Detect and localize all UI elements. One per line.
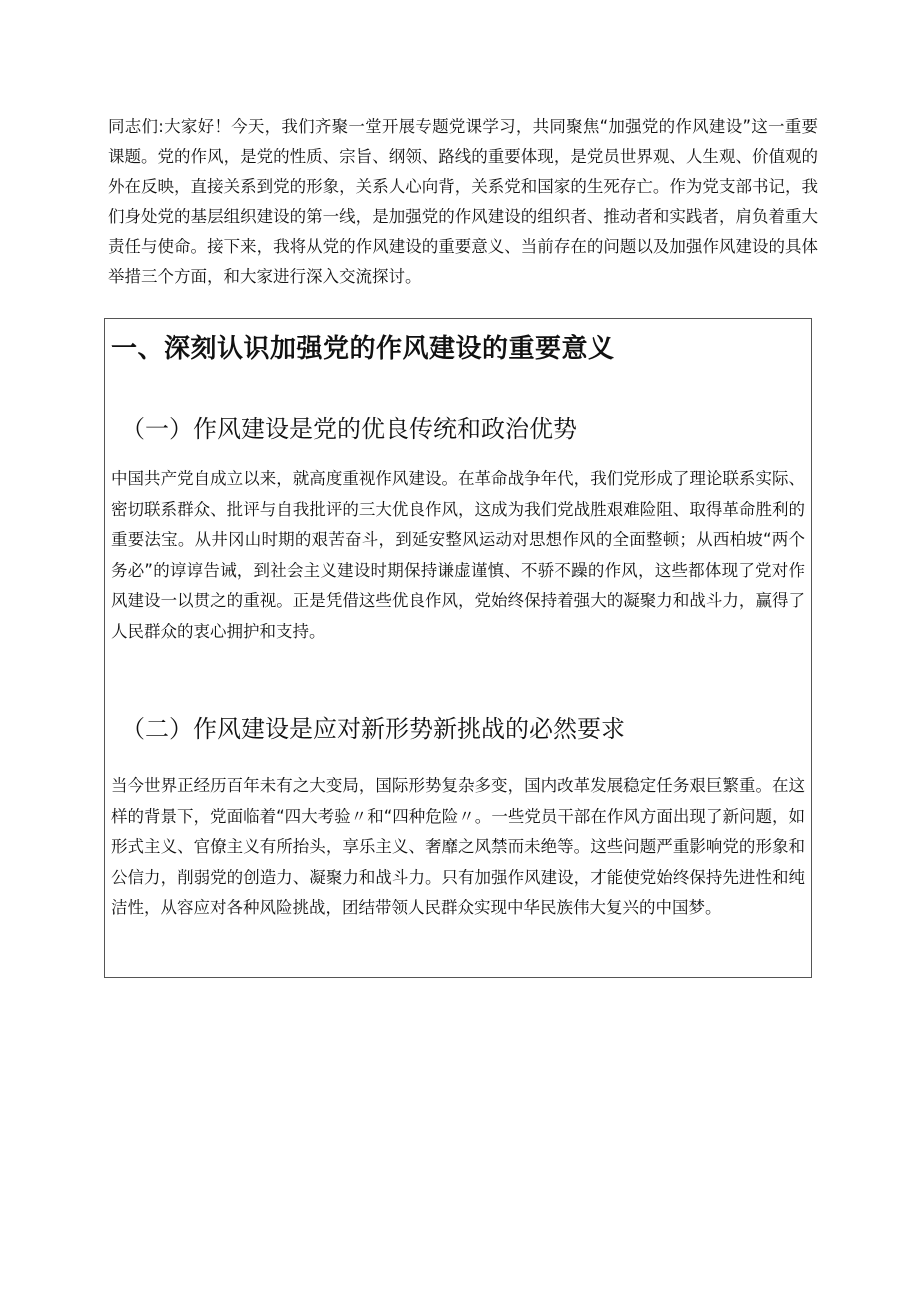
section-box	[104, 318, 812, 978]
subsection-heading-1: （一）作风建设是党的优良传统和政治优势	[121, 415, 577, 443]
subsection-paragraph-1: 中国共产党自成立以来，就高度重视作风建设。在革命战争年代，我们党形成了理论联系实际、密切联系群众、批评与自我批评的三大优良作风，这成为我们党战胜艰难险阻、取得革命胜利的重要法宝。从井冈山时期的艰苦奋斗，到延安整风运动对思想作风的全面整顿；从西柏坡“两个务必”的谆谆告诫，到社会主义建设时期保持谦虚谨慎、不骄不躁的作风，这些都体现了党对作风建设一以贯之的重视。正是凭借这些优良作风，党始终保持着强大的凝聚力和战斗力，赢得了人民群众的衷心拥护和支持。	[111, 469, 805, 641]
subsection-paragraph-2: 当今世界正经历百年未有之大变局，国际形势复杂多变，国内改革发展稳定任务艰巨繁重。在这样的背景下，党面临着“四大考验〃和“四种危险〃。一些党员干部在作风方面出现了新问题，如形式主义、官僚主义有所抬头，享乐主义、奢靡之风禁而未绝等。这些问题严重影响党的形象和公信力，削弱党的创造力、凝聚力和战斗力。只有加强作风建设，才能使党始终保持先进性和纯洁性，从容应对各种风险挑战，团结带领人民群众实现中华民族伟大复兴的中国梦。	[111, 776, 805, 917]
subsection-heading-2: （二）作风建设是应对新形势新挑战的必然要求	[121, 715, 625, 743]
section-heading: 一、深刻认识加强党的作风建设的重要意义	[111, 334, 615, 364]
intro-paragraph: 同志们:大家好！今天，我们齐聚一堂开展专题党课学习，共同聚焦“加强党的作风建设”这一重要课题。党的作风，是党的性质、宗旨、纲领、路线的重要体现，是党员世界观、人生观、价值观的外在反映，直接关系到党的形象，关系人心向背，关系党和国家的生死存亡。作为党支部书记，我们身处党的基层组织建设的第一线，是加强党的作风建设的组织者、推动者和实践者，肩负着重大责任与使命。接下来，我将从党的作风建设的重要意义、当前存在的问题以及加强作风建设的具体举措三个方面，和大家进行深入交流探讨。	[108, 117, 818, 286]
